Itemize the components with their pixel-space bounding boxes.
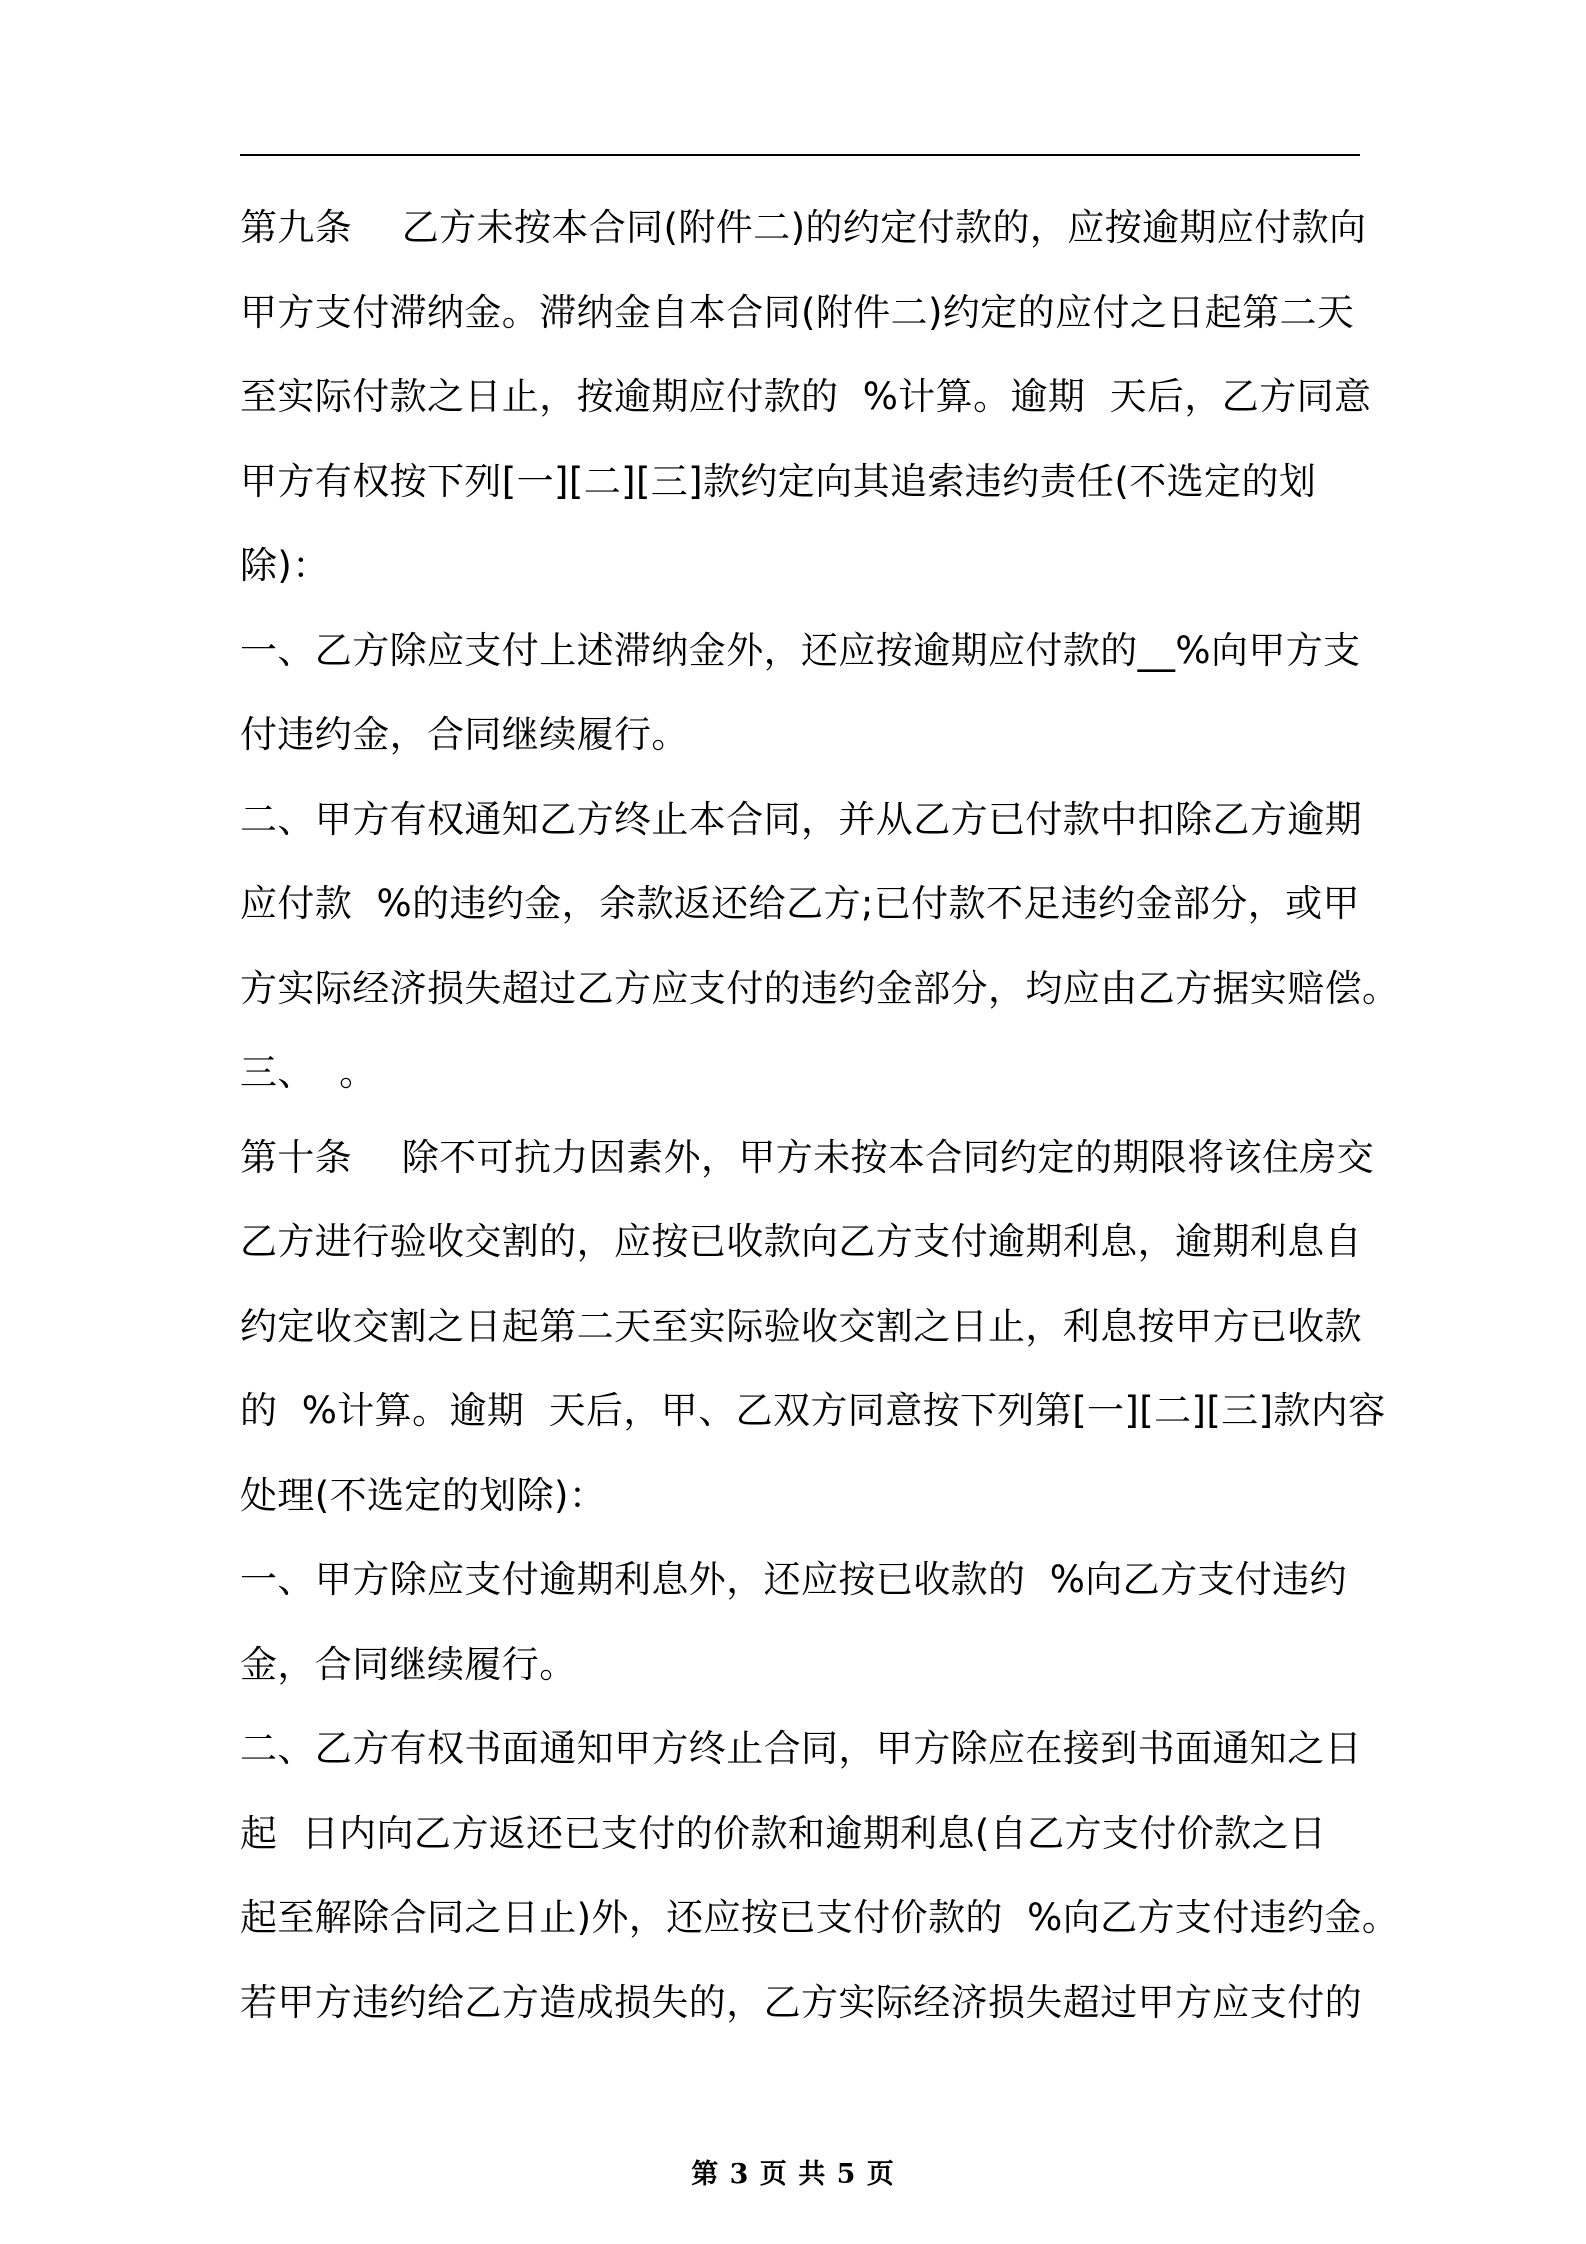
text-line: 甲方支付滞纳金。滞纳金自本合同(附件二)约定的应付之日起第二天 — [240, 290, 1355, 334]
document-body — [240, 186, 1400, 2045]
text-line: 甲方有权按下列[一][二][三]款约定向其追索违约责任(不选定的划 — [240, 459, 1317, 503]
text-line: 付违约金，合同继续履行。 — [240, 713, 689, 756]
text-line: 一、甲方除应支付逾期利息外，还应按已收款的 %向乙方支付违约 — [240, 1558, 1348, 1601]
text-line: 约定收交割之日起第二天至实际验收交割之日止，利息按甲方已收款 — [240, 1304, 1362, 1348]
text-line: 第九条 乙方未按本合同(附件二)的约定付款的，应按逾期应付款向 — [240, 206, 1367, 249]
text-line: 处理(不选定的划除)： — [240, 1473, 607, 1517]
text-line: 乙方进行验收交割的，应按已收款向乙方支付逾期利息，逾期利息自 — [240, 1220, 1362, 1263]
text-line: 二、甲方有权通知乙方终止本合同，并从乙方已付款中扣除乙方逾期 — [240, 797, 1362, 841]
header-rule — [240, 154, 1360, 156]
page-number: 第 3 页 共 5 页 — [691, 2159, 895, 2190]
text-line: 起 日内向乙方返还已支付的价款和逾期利息(自乙方支付价款之日 — [240, 1811, 1327, 1855]
text-line: 一、乙方除应支付上述滞纳金外，还应按逾期应付款的__%向甲方支 — [240, 628, 1361, 672]
text-line: 的 %计算。逾期 天后，甲、乙双方同意按下列第[一][二][三]款内容 — [240, 1389, 1386, 1432]
text-line: 金，合同继续履行。 — [240, 1642, 577, 1686]
text-line: 应付款 %的违约金，余款返还给乙方;已付款不足违约金部分，或甲 — [240, 882, 1360, 925]
text-line: 第十条 除不可抗力因素外，甲方未按本合同约定的期限将该住房交 — [240, 1135, 1375, 1179]
text-line: 除)： — [240, 544, 330, 587]
text-line: 至实际付款之日止，按逾期应付款的 %计算。逾期 天后，乙方同意 — [240, 375, 1372, 418]
text-line: 若甲方违约给乙方造成损失的，乙方实际经济损失超过甲方应支付的 — [240, 1980, 1362, 2024]
text-line: 二、乙方有权书面通知甲方终止合同，甲方除应在接到书面通知之日 — [240, 1727, 1362, 1770]
text-line: 三、 。 — [240, 1051, 377, 1094]
text-line: 起至解除合同之日止)外，还应按已支付价款的 %向乙方支付违约金。 — [240, 1896, 1400, 1939]
text-line: 方实际经济损失超过乙方应支付的违约金部分，均应由乙方据实赔偿。 — [240, 966, 1400, 1010]
